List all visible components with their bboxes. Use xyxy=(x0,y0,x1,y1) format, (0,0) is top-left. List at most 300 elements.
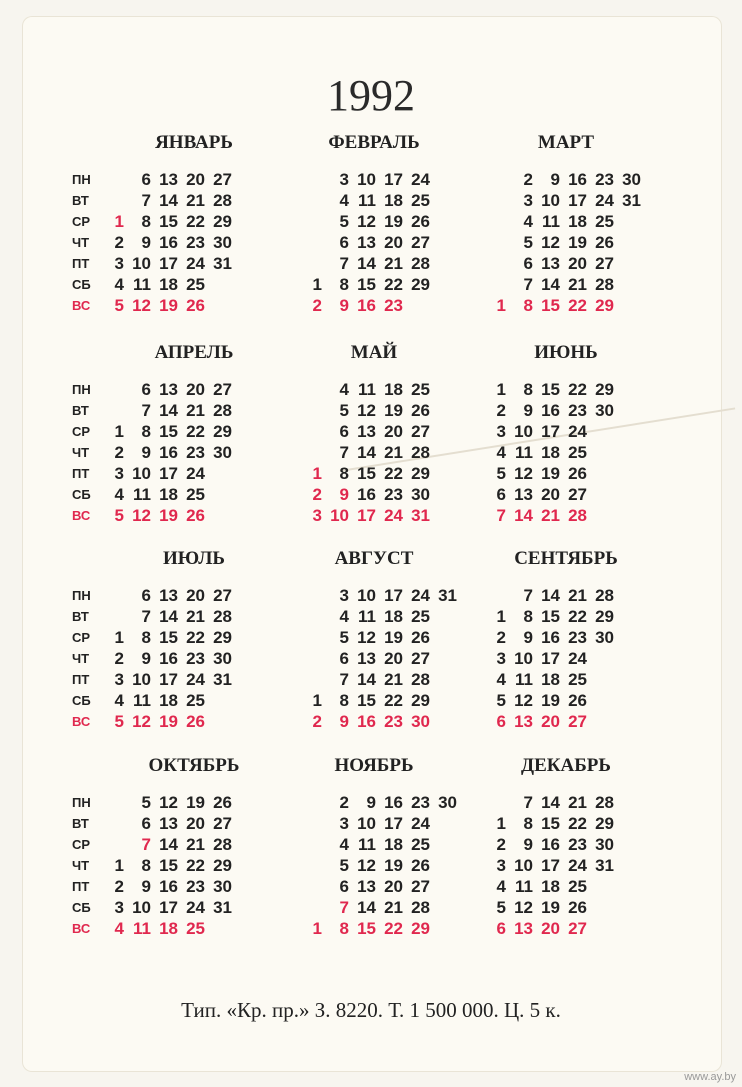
weekday-label: ЧТ xyxy=(72,858,90,873)
weekday-row xyxy=(490,505,614,526)
day-cell: 13 xyxy=(541,254,560,273)
day-cell: 7 xyxy=(141,401,151,420)
watermark: www.ay.by xyxy=(684,1071,736,1083)
day-cell: 6 xyxy=(496,712,506,731)
weekday-row xyxy=(490,442,614,463)
day-cell: 7 xyxy=(523,793,533,812)
month-days-grid xyxy=(108,792,232,939)
day-cell: 12 xyxy=(514,691,533,710)
day-cell: 17 xyxy=(541,856,560,875)
day-cell: 24 xyxy=(595,191,614,210)
day-cell: 12 xyxy=(514,898,533,917)
day-cell: 18 xyxy=(384,835,403,854)
day-cell: 10 xyxy=(132,898,151,917)
day-cell: 12 xyxy=(357,212,376,231)
day-cell: 9 xyxy=(523,628,533,647)
weekday-label: ВС xyxy=(72,714,91,729)
day-cell: 20 xyxy=(384,422,403,441)
weekday-row xyxy=(108,855,232,876)
day-cell: 8 xyxy=(141,628,151,647)
day-cell: 22 xyxy=(384,275,403,294)
day-cell: 10 xyxy=(132,670,151,689)
day-cell: 3 xyxy=(496,649,506,668)
day-cell: 6 xyxy=(141,170,151,189)
weekday-row xyxy=(306,274,430,295)
day-cell: 29 xyxy=(411,464,430,483)
day-cell: 28 xyxy=(411,443,430,462)
day-cell: 7 xyxy=(141,835,151,854)
day-cell: 9 xyxy=(141,649,151,668)
day-cell: 22 xyxy=(186,628,205,647)
day-cell: 23 xyxy=(411,793,430,812)
day-cell: 12 xyxy=(514,464,533,483)
day-cell: 30 xyxy=(213,443,232,462)
month-days-grid xyxy=(108,169,232,316)
day-cell: 28 xyxy=(568,506,587,525)
day-cell: 9 xyxy=(366,793,376,812)
weekday-row xyxy=(108,627,232,648)
day-cell: 13 xyxy=(357,877,376,896)
month-name: СЕНТЯБРЬ xyxy=(514,548,618,569)
day-cell: 3 xyxy=(114,254,124,273)
month-name: МАРТ xyxy=(537,132,595,153)
weekday-row xyxy=(490,463,614,484)
day-cell: 6 xyxy=(141,814,151,833)
weekday-row xyxy=(490,211,641,232)
weekday-row xyxy=(108,463,232,484)
day-cell: 27 xyxy=(411,422,430,441)
day-cell: 5 xyxy=(114,296,124,315)
day-cell: 17 xyxy=(384,170,403,189)
day-cell: 9 xyxy=(339,296,349,315)
day-cell: 3 xyxy=(523,191,533,210)
day-cell: 1 xyxy=(114,628,124,647)
day-cell: 10 xyxy=(330,506,349,525)
day-cell: 5 xyxy=(114,712,124,731)
day-cell: 6 xyxy=(339,233,349,252)
day-cell: 27 xyxy=(213,170,232,189)
month-days-grid xyxy=(490,169,641,316)
day-cell: 1 xyxy=(496,380,506,399)
day-cell: 24 xyxy=(568,856,587,875)
day-cell: 19 xyxy=(541,464,560,483)
day-cell: 21 xyxy=(541,506,560,525)
day-cell: 31 xyxy=(213,254,232,273)
weekday-row xyxy=(490,169,641,190)
day-cell: 3 xyxy=(496,422,506,441)
day-cell: 21 xyxy=(384,443,403,462)
weekday-label: СР xyxy=(72,630,91,645)
day-cell: 20 xyxy=(541,485,560,504)
day-cell: 2 xyxy=(114,443,124,462)
weekday-row xyxy=(306,855,457,876)
weekday-label: СБ xyxy=(72,487,91,502)
day-cell: 4 xyxy=(523,212,533,231)
weekday-row xyxy=(108,274,232,295)
day-cell: 1 xyxy=(496,814,506,833)
weekday-row xyxy=(306,585,457,606)
weekday-labels xyxy=(72,169,91,316)
day-cell: 14 xyxy=(159,191,178,210)
day-cell: 20 xyxy=(186,380,205,399)
day-cell: 30 xyxy=(595,835,614,854)
weekday-row xyxy=(490,190,641,211)
day-cell: 16 xyxy=(568,170,587,189)
day-cell: 8 xyxy=(523,380,533,399)
day-cell: 13 xyxy=(159,814,178,833)
day-cell: 27 xyxy=(568,712,587,731)
day-cell: 5 xyxy=(496,464,506,483)
day-cell: 1 xyxy=(496,607,506,626)
day-cell: 25 xyxy=(568,670,587,689)
day-cell: 18 xyxy=(159,919,178,938)
day-cell: 31 xyxy=(622,191,641,210)
day-cell: 11 xyxy=(133,275,151,294)
day-cell: 6 xyxy=(339,649,349,668)
day-cell: 8 xyxy=(523,296,533,315)
day-cell: 26 xyxy=(186,506,205,525)
month-name: ЯНВАРЬ xyxy=(155,132,233,153)
day-cell: 12 xyxy=(159,793,178,812)
day-cell: 13 xyxy=(514,485,533,504)
day-cell: 29 xyxy=(595,380,614,399)
day-cell: 7 xyxy=(523,275,533,294)
day-cell: 10 xyxy=(132,254,151,273)
weekday-row xyxy=(306,232,430,253)
day-cell: 31 xyxy=(213,670,232,689)
day-cell: 21 xyxy=(384,254,403,273)
day-cell: 8 xyxy=(523,607,533,626)
day-cell: 25 xyxy=(568,443,587,462)
day-cell: 26 xyxy=(213,793,232,812)
day-cell: 1 xyxy=(114,856,124,875)
day-cell: 29 xyxy=(595,607,614,626)
day-cell: 7 xyxy=(339,670,349,689)
day-cell: 11 xyxy=(358,835,376,854)
day-cell: 13 xyxy=(159,380,178,399)
day-cell: 4 xyxy=(496,877,506,896)
day-cell: 16 xyxy=(357,296,376,315)
weekday-row xyxy=(306,442,430,463)
day-cell: 18 xyxy=(384,607,403,626)
day-cell: 24 xyxy=(568,649,587,668)
day-cell: 14 xyxy=(357,898,376,917)
day-cell: 21 xyxy=(186,401,205,420)
day-cell: 14 xyxy=(357,670,376,689)
month-days-grid xyxy=(490,379,614,526)
day-cell: 7 xyxy=(523,586,533,605)
day-cell: 3 xyxy=(339,586,349,605)
day-cell: 9 xyxy=(141,233,151,252)
day-cell: 22 xyxy=(186,212,205,231)
weekday-row xyxy=(108,897,232,918)
weekday-row xyxy=(108,669,232,690)
day-cell: 15 xyxy=(357,691,376,710)
day-cell: 31 xyxy=(595,856,614,875)
day-cell: 28 xyxy=(213,191,232,210)
day-cell: 10 xyxy=(357,170,376,189)
day-cell: 14 xyxy=(541,275,560,294)
day-cell: 11 xyxy=(133,485,151,504)
weekday-row xyxy=(306,627,457,648)
weekday-row xyxy=(306,690,457,711)
weekday-row xyxy=(490,897,614,918)
day-cell: 21 xyxy=(568,275,587,294)
weekday-row xyxy=(490,648,614,669)
day-cell: 13 xyxy=(357,649,376,668)
day-cell: 11 xyxy=(133,691,151,710)
day-cell: 21 xyxy=(384,898,403,917)
month-days-grid xyxy=(108,379,232,526)
day-cell: 19 xyxy=(384,212,403,231)
day-cell: 14 xyxy=(159,401,178,420)
day-cell: 15 xyxy=(357,919,376,938)
day-cell: 22 xyxy=(568,814,587,833)
day-cell: 3 xyxy=(339,814,349,833)
day-cell: 15 xyxy=(159,628,178,647)
day-cell: 16 xyxy=(159,649,178,668)
day-cell: 9 xyxy=(339,712,349,731)
day-cell: 1 xyxy=(312,275,322,294)
weekday-label: ВТ xyxy=(72,609,89,624)
day-cell: 12 xyxy=(357,856,376,875)
day-cell: 11 xyxy=(515,443,533,462)
day-cell: 22 xyxy=(568,296,587,315)
day-cell: 16 xyxy=(159,233,178,252)
day-cell: 14 xyxy=(357,443,376,462)
weekday-row xyxy=(490,295,641,316)
weekday-row xyxy=(490,690,614,711)
day-cell: 29 xyxy=(411,919,430,938)
month-name: ОКТЯБРЬ xyxy=(148,755,240,776)
day-cell: 24 xyxy=(411,586,430,605)
day-cell: 28 xyxy=(213,401,232,420)
day-cell: 5 xyxy=(339,401,349,420)
day-cell: 6 xyxy=(523,254,533,273)
day-cell: 17 xyxy=(541,649,560,668)
weekday-row xyxy=(108,606,232,627)
month-days-grid xyxy=(306,585,457,732)
day-cell: 15 xyxy=(159,422,178,441)
day-cell: 24 xyxy=(186,254,205,273)
month-name: ФЕВРАЛЬ xyxy=(328,132,420,153)
day-cell: 23 xyxy=(568,628,587,647)
day-cell: 19 xyxy=(384,401,403,420)
day-cell: 25 xyxy=(411,191,430,210)
day-cell: 28 xyxy=(411,254,430,273)
day-cell: 13 xyxy=(514,919,533,938)
day-cell: 7 xyxy=(141,191,151,210)
year-title: 1992 xyxy=(327,71,415,120)
weekday-row xyxy=(306,379,430,400)
day-cell: 27 xyxy=(568,485,587,504)
weekday-labels xyxy=(72,379,91,526)
day-cell: 2 xyxy=(496,628,506,647)
day-cell: 23 xyxy=(186,877,205,896)
day-cell: 30 xyxy=(213,649,232,668)
weekday-row xyxy=(490,813,614,834)
day-cell: 19 xyxy=(541,691,560,710)
weekday-row xyxy=(306,648,457,669)
day-cell: 11 xyxy=(542,212,560,231)
weekday-row xyxy=(306,253,430,274)
weekday-row xyxy=(306,897,457,918)
weekday-row xyxy=(108,211,232,232)
weekday-label: ЧТ xyxy=(72,651,90,666)
month-days-grid xyxy=(490,585,614,732)
weekday-row xyxy=(306,400,430,421)
day-cell: 16 xyxy=(384,793,403,812)
weekday-row xyxy=(108,442,232,463)
weekday-row xyxy=(306,834,457,855)
weekday-row xyxy=(108,169,232,190)
day-cell: 24 xyxy=(186,898,205,917)
day-cell: 8 xyxy=(339,919,349,938)
day-cell: 29 xyxy=(411,691,430,710)
day-cell: 21 xyxy=(186,191,205,210)
weekday-label: ВТ xyxy=(72,816,89,831)
day-cell: 17 xyxy=(384,586,403,605)
day-cell: 10 xyxy=(514,422,533,441)
day-cell: 5 xyxy=(339,856,349,875)
weekday-row xyxy=(490,379,614,400)
day-cell: 15 xyxy=(541,607,560,626)
weekday-row xyxy=(306,813,457,834)
weekday-row xyxy=(306,190,430,211)
day-cell: 1 xyxy=(312,919,322,938)
day-cell: 27 xyxy=(213,586,232,605)
day-cell: 10 xyxy=(514,649,533,668)
day-cell: 6 xyxy=(339,877,349,896)
day-cell: 28 xyxy=(595,586,614,605)
day-cell: 16 xyxy=(541,628,560,647)
day-cell: 3 xyxy=(496,856,506,875)
day-cell: 12 xyxy=(132,712,151,731)
weekday-label: ВТ xyxy=(72,403,89,418)
month-name: ИЮЛЬ xyxy=(163,548,225,569)
weekday-row xyxy=(490,855,614,876)
day-cell: 24 xyxy=(186,670,205,689)
day-cell: 25 xyxy=(411,607,430,626)
weekday-row xyxy=(108,379,232,400)
month-days-grid xyxy=(306,379,430,526)
day-cell: 24 xyxy=(186,464,205,483)
day-cell: 1 xyxy=(114,212,124,231)
day-cell: 11 xyxy=(515,670,533,689)
weekday-row xyxy=(490,918,614,939)
day-cell: 26 xyxy=(568,898,587,917)
weekday-row xyxy=(108,918,232,939)
day-cell: 9 xyxy=(523,835,533,854)
day-cell: 20 xyxy=(384,233,403,252)
weekday-row xyxy=(108,648,232,669)
weekday-row xyxy=(490,585,614,606)
day-cell: 17 xyxy=(159,898,178,917)
day-cell: 9 xyxy=(523,401,533,420)
day-cell: 30 xyxy=(213,877,232,896)
day-cell: 7 xyxy=(339,443,349,462)
day-cell: 12 xyxy=(541,233,560,252)
weekday-label: СР xyxy=(72,214,91,229)
day-cell: 20 xyxy=(384,877,403,896)
day-cell: 8 xyxy=(141,422,151,441)
day-cell: 9 xyxy=(339,485,349,504)
day-cell: 2 xyxy=(523,170,533,189)
weekday-row xyxy=(108,505,232,526)
weekday-row xyxy=(490,484,614,505)
day-cell: 13 xyxy=(357,233,376,252)
day-cell: 3 xyxy=(312,506,322,525)
day-cell: 1 xyxy=(312,464,322,483)
day-cell: 25 xyxy=(568,877,587,896)
weekday-row xyxy=(108,295,232,316)
day-cell: 5 xyxy=(523,233,533,252)
day-cell: 16 xyxy=(159,443,178,462)
day-cell: 5 xyxy=(496,898,506,917)
day-cell: 25 xyxy=(186,919,205,938)
day-cell: 20 xyxy=(186,814,205,833)
day-cell: 21 xyxy=(568,586,587,605)
day-cell: 30 xyxy=(595,628,614,647)
weekday-label: ЧТ xyxy=(72,235,90,250)
weekday-label: ВС xyxy=(72,298,91,313)
day-cell: 5 xyxy=(496,691,506,710)
day-cell: 16 xyxy=(357,712,376,731)
day-cell: 14 xyxy=(541,793,560,812)
day-cell: 31 xyxy=(438,586,457,605)
day-cell: 28 xyxy=(213,835,232,854)
weekday-row xyxy=(306,463,430,484)
day-cell: 23 xyxy=(568,401,587,420)
day-cell: 17 xyxy=(357,506,376,525)
day-cell: 30 xyxy=(411,485,430,504)
day-cell: 18 xyxy=(541,443,560,462)
weekday-row xyxy=(108,400,232,421)
day-cell: 29 xyxy=(595,814,614,833)
weekday-row xyxy=(306,421,430,442)
day-cell: 20 xyxy=(541,919,560,938)
day-cell: 8 xyxy=(523,814,533,833)
day-cell: 19 xyxy=(384,628,403,647)
day-cell: 10 xyxy=(357,814,376,833)
day-cell: 19 xyxy=(186,793,205,812)
day-cell: 22 xyxy=(568,380,587,399)
day-cell: 23 xyxy=(186,233,205,252)
day-cell: 13 xyxy=(159,170,178,189)
day-cell: 21 xyxy=(384,670,403,689)
day-cell: 23 xyxy=(384,712,403,731)
weekday-row xyxy=(490,711,614,732)
day-cell: 22 xyxy=(186,422,205,441)
day-cell: 24 xyxy=(411,814,430,833)
day-cell: 19 xyxy=(159,712,178,731)
day-cell: 30 xyxy=(595,401,614,420)
day-cell: 10 xyxy=(514,856,533,875)
weekday-label: СБ xyxy=(72,900,91,915)
day-cell: 18 xyxy=(384,380,403,399)
day-cell: 5 xyxy=(114,506,124,525)
day-cell: 23 xyxy=(568,835,587,854)
weekday-row xyxy=(490,834,614,855)
day-cell: 13 xyxy=(159,586,178,605)
day-cell: 26 xyxy=(186,712,205,731)
day-cell: 27 xyxy=(411,877,430,896)
day-cell: 6 xyxy=(496,919,506,938)
day-cell: 24 xyxy=(568,422,587,441)
month-name: МАЙ xyxy=(350,342,398,363)
weekday-row xyxy=(306,295,430,316)
day-cell: 25 xyxy=(186,275,205,294)
